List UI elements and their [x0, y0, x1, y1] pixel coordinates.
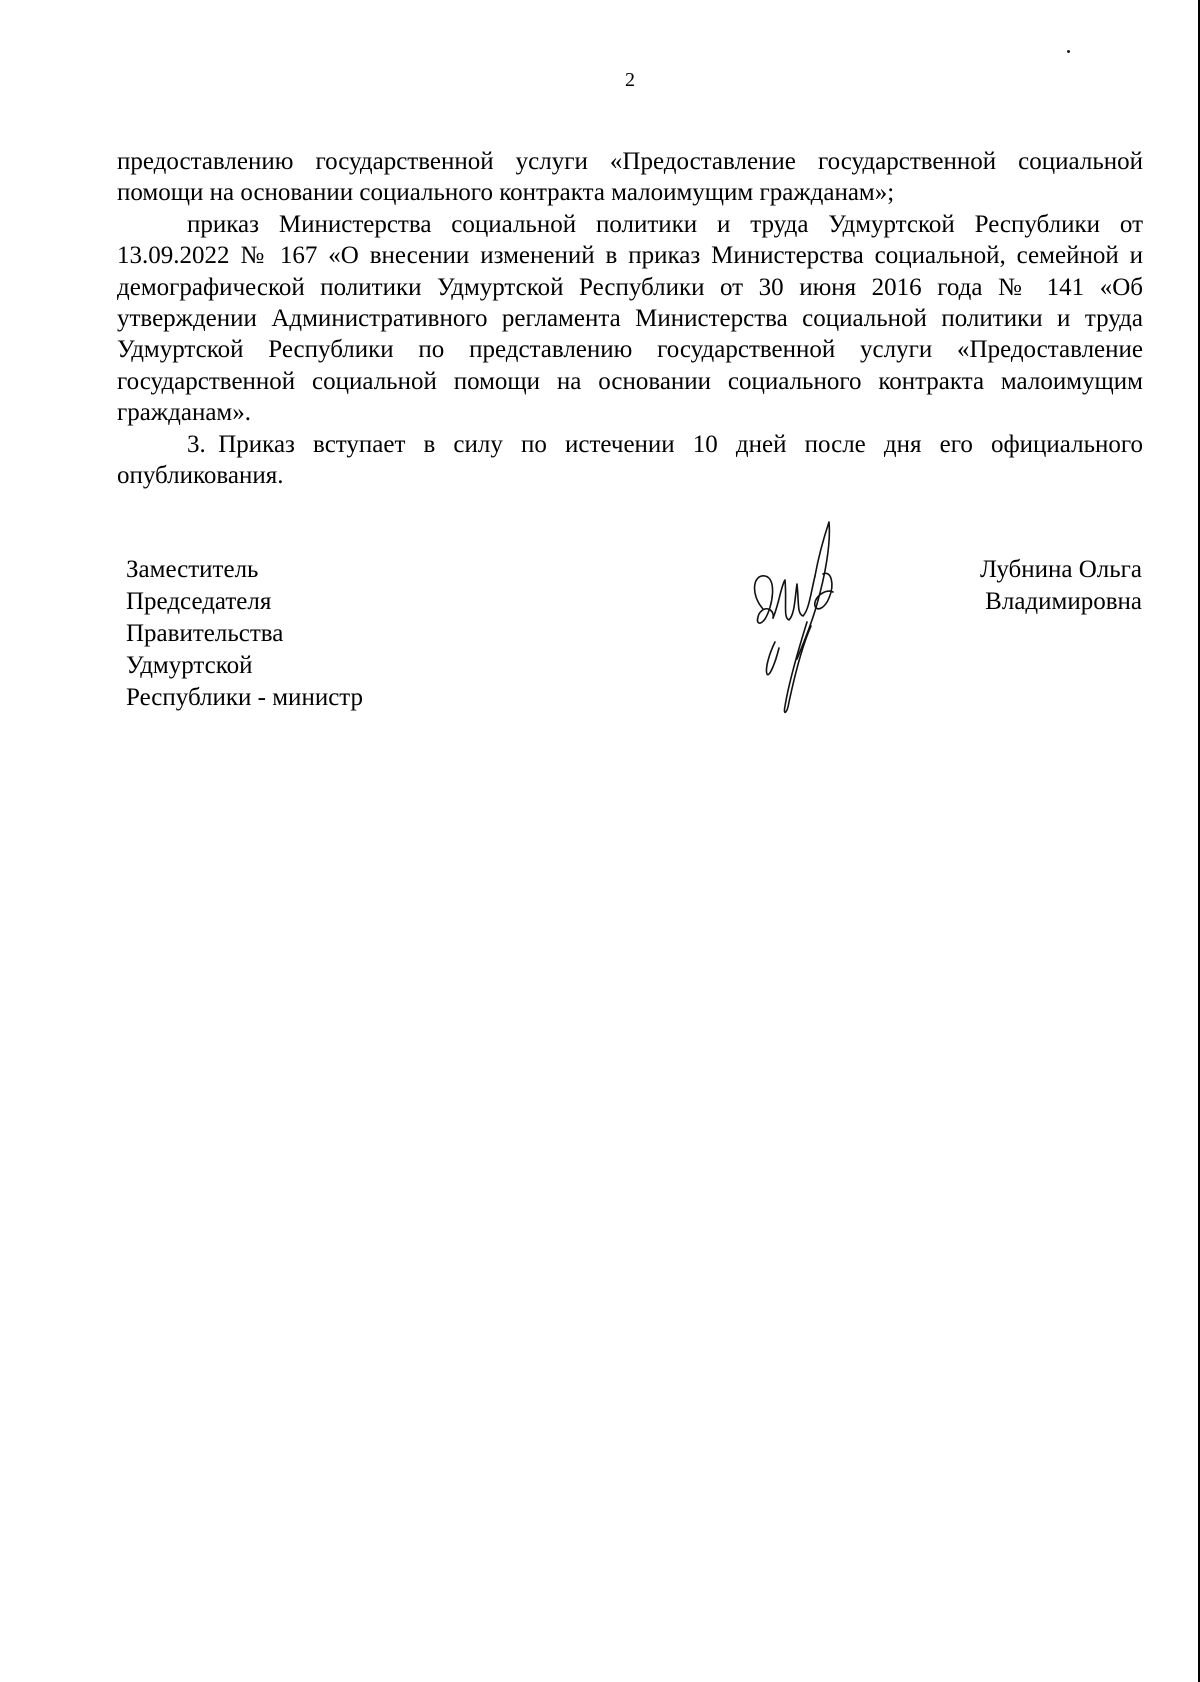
scan-speck	[1067, 50, 1070, 53]
document-body	[117, 146, 1143, 491]
signer-title-line: Удмуртской	[126, 652, 253, 679]
signer-title-line: Заместитель	[126, 556, 259, 583]
handwritten-signature-icon	[745, 514, 880, 724]
signer-title	[126, 554, 426, 714]
signature-block	[0, 554, 1200, 734]
signer-name-line: Владимировна	[985, 588, 1142, 615]
signer-name-line: Лубнина Ольга	[980, 556, 1142, 583]
signer-title-line: Республики - министр	[126, 684, 364, 711]
paragraph-continuation: предоставлению государственной услуги «Предоставление государственной социальной помощи на основании социального контракта малоимущим гражданам»;	[117, 148, 1143, 207]
paragraph-item-3: 3. Приказ вступает в силу по истечении 10 дней после дня его официального опубликования.	[117, 430, 1143, 490]
paragraph-order-reference: приказ Министерства социальной политики и труда Удмуртской Республики от 13.09.2022 № 167 «О внесении изменений в приказ Министерства социальной, семейной и демографической политики Удмуртской Республики от 30 июня 2016 года № 141 «Об утверждении Административного регламента Министерства социальной политики и труда Удмуртской Республики по представлению государственной услуги «Предоставление государственной социальной помощи на основании социального контракта малоимущим гражданам».	[117, 210, 1143, 427]
page-number: 2	[625, 69, 635, 91]
signer-name	[980, 554, 1142, 618]
signer-title-line: Председателя	[126, 588, 272, 615]
signer-title-line: Правительства	[126, 620, 284, 647]
